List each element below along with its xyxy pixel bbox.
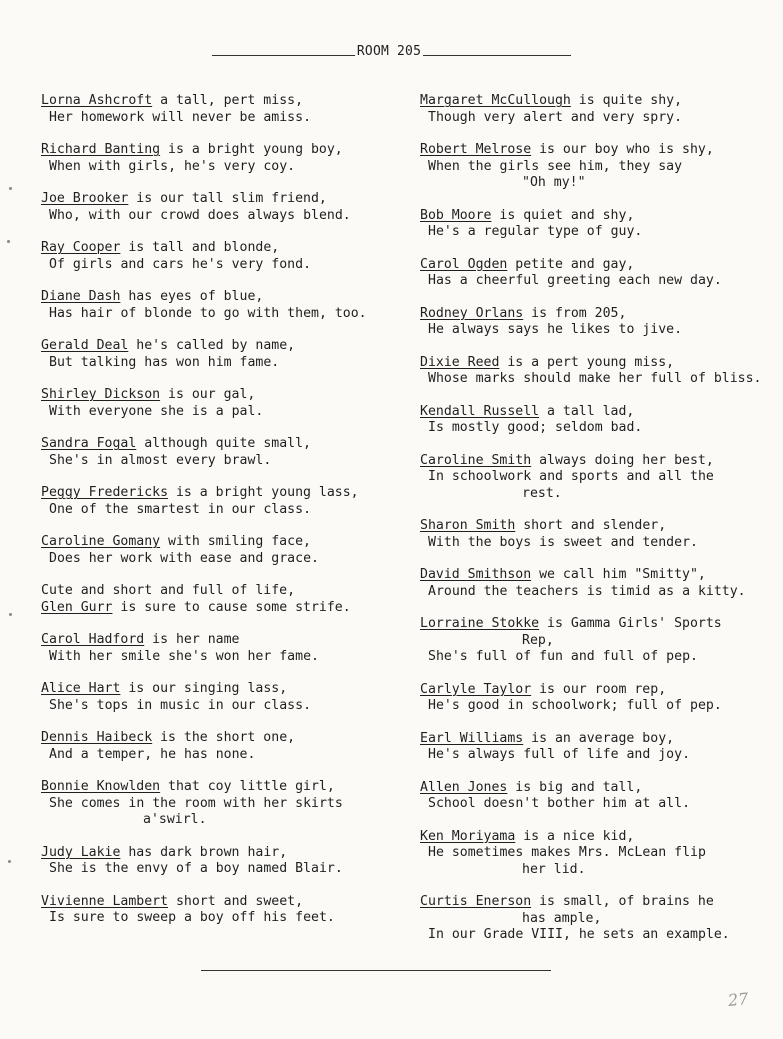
student-name: Gerald Deal <box>41 338 129 353</box>
student-name: Earl Williams <box>420 730 524 746</box>
verse-line <box>420 322 780 339</box>
verse-text: short and sweet, <box>168 893 304 909</box>
verse-line <box>420 404 780 421</box>
verse-text: is a bright young lass, <box>168 485 359 500</box>
student-name: Curtis Enerson <box>420 894 532 909</box>
verse <box>420 731 780 764</box>
verse-text: with smiling face, <box>160 534 311 549</box>
verse-text: has eyes of blue, <box>120 289 264 304</box>
verse-text: has ample, <box>522 910 602 926</box>
verse-line <box>420 780 780 797</box>
verse-text: is a pert young miss, <box>499 354 675 370</box>
verse-text: But talking has won him fame. <box>49 354 280 370</box>
verse <box>41 681 391 714</box>
verse-line <box>420 371 780 388</box>
student-name: Lorna Ashcroft <box>41 93 153 108</box>
verse-text: One of the smartest in our class. <box>49 501 312 517</box>
verse-line <box>420 175 780 192</box>
verse-line <box>420 518 780 535</box>
verse <box>420 208 780 241</box>
verse <box>41 583 391 616</box>
verse-text: She is the envy of a boy named Blair. <box>49 861 343 876</box>
verse-text: is from 205, <box>523 305 627 321</box>
student-name: Ken Moriyama <box>420 828 516 844</box>
verse-text: a tall lad, <box>539 403 635 419</box>
header-row <box>0 44 783 60</box>
verse <box>41 93 391 126</box>
student-name: Robert Melrose <box>420 142 532 157</box>
verse-line <box>420 159 780 176</box>
verse-line <box>420 486 780 503</box>
title-rule-left <box>212 55 355 56</box>
verse-text: He's always full of life and joy. <box>428 747 691 762</box>
verse-text: is quite shy, <box>570 93 683 108</box>
student-name: Sandra Fogal <box>41 436 137 451</box>
verse-text: Of girls and cars he's very fond. <box>49 256 312 272</box>
verse-text: is Gamma Girls' Sports <box>539 616 722 631</box>
verse-text: She comes in the room with her skirts <box>49 795 343 811</box>
left-column <box>41 93 391 943</box>
verse-line <box>41 387 391 404</box>
verse <box>420 355 780 388</box>
verse <box>420 518 780 551</box>
verse-line <box>41 110 391 127</box>
verse <box>420 894 780 944</box>
verse-line <box>41 338 391 355</box>
verse <box>420 829 780 879</box>
verse-line <box>41 355 391 372</box>
student-name: Carlyle Taylor <box>420 681 532 697</box>
verse-text: is our gal, <box>160 387 256 402</box>
verse <box>41 845 391 878</box>
verse <box>41 191 391 224</box>
verse-line <box>420 567 780 584</box>
verse <box>420 93 780 126</box>
verse-text: her lid. <box>522 861 586 877</box>
verse <box>41 632 391 665</box>
verse-text: With everyone she is a pal. <box>49 403 264 419</box>
verse-text: Has hair of blonde to go with them, too. <box>49 305 367 321</box>
title-rule-right <box>423 55 571 56</box>
margin-speck <box>9 613 12 616</box>
verse-line <box>41 453 391 470</box>
verse-line <box>41 502 391 519</box>
verse-line <box>41 93 391 110</box>
verse-text: is our tall slim friend, <box>128 191 327 206</box>
verse-line <box>41 812 391 829</box>
verse-line <box>420 257 780 274</box>
verse-line <box>41 730 391 747</box>
bottom-rule <box>201 970 551 971</box>
verse <box>41 485 391 518</box>
student-name: Diane Dash <box>41 289 121 304</box>
verse-line <box>420 911 780 928</box>
verse-text: Though very alert and very spry. <box>428 109 683 125</box>
verse-text: is our room rep, <box>531 681 667 697</box>
verse-line <box>420 208 780 225</box>
verse <box>420 142 780 192</box>
verse-line <box>41 583 391 600</box>
verse <box>420 616 780 666</box>
verse-text: although quite small, <box>136 436 311 451</box>
student-name: Carol Ogden <box>420 256 508 272</box>
verse-line <box>41 698 391 715</box>
verse-text: He's a regular type of guy. <box>428 224 643 239</box>
verse-text: is our boy who is shy, <box>531 142 714 157</box>
verse-line <box>420 110 780 127</box>
verse-line <box>41 191 391 208</box>
verse-line <box>41 436 391 453</box>
verse-line <box>41 632 391 649</box>
verse-line <box>420 355 780 372</box>
verse <box>420 404 780 437</box>
verse-text: short and slender, <box>515 518 667 533</box>
student-name: Allen Jones <box>420 779 508 795</box>
verse-line <box>41 142 391 159</box>
verse-text: is her name <box>144 632 240 647</box>
verse-line <box>41 861 391 878</box>
verse-line <box>420 829 780 846</box>
verse-text: "Oh my!" <box>522 175 586 190</box>
verse-line <box>420 306 780 323</box>
verse-text: is small, of brains he <box>531 894 714 909</box>
verse-text: is the short one, <box>152 730 296 745</box>
verse-text: is sure to cause some strife. <box>112 599 351 615</box>
verse-text: She's in almost every brawl. <box>49 452 272 468</box>
verse <box>420 780 780 813</box>
margin-speck <box>9 187 12 190</box>
verse-text: And a temper, he has none. <box>49 746 256 762</box>
verse <box>41 436 391 469</box>
verse-line <box>420 894 780 911</box>
margin-speck <box>8 860 11 863</box>
verse-line <box>420 747 780 764</box>
verse-text: He always says he likes to jive. <box>428 322 683 337</box>
verse-text: He sometimes makes Mrs. McLean flip <box>428 845 706 860</box>
verse-line <box>420 682 780 699</box>
verse-text: In our Grade VIII, he sets an example. <box>428 927 730 942</box>
verse-line <box>420 862 780 879</box>
verse-line <box>41 796 391 813</box>
verse-text: Is sure to sweep a boy off his feet. <box>49 910 335 925</box>
student-name: Sharon Smith <box>420 518 516 533</box>
verse-line <box>41 910 391 927</box>
student-name: Kendall Russell <box>420 403 540 419</box>
verse-line <box>420 616 780 633</box>
verse-text: Has a cheerful greeting each new day. <box>428 273 722 288</box>
verse <box>420 567 780 600</box>
verse-text: that coy little girl, <box>160 779 335 794</box>
page-title: ROOM 205 <box>356 44 422 59</box>
student-name: Vivienne Lambert <box>41 893 169 909</box>
student-name: Bonnie Knowlden <box>41 779 161 794</box>
verse-text: Rep, <box>522 632 554 648</box>
student-name: Bob Moore <box>420 207 492 223</box>
student-name: Lorraine Stokke <box>420 616 540 631</box>
verse-line <box>420 469 780 486</box>
verse-line <box>420 633 780 650</box>
verse <box>420 453 780 503</box>
verse <box>41 894 391 927</box>
verse <box>41 534 391 567</box>
student-name: Caroline Smith <box>420 452 532 468</box>
verse-line <box>420 584 780 601</box>
verse-text: is big and tall, <box>507 779 643 795</box>
verse-text: we call him "Smitty", <box>531 567 706 582</box>
verse-text: is tall and blonde, <box>120 240 280 255</box>
student-name: Ray Cooper <box>41 240 121 255</box>
verse <box>420 682 780 715</box>
verse-text: is our singing lass, <box>120 681 288 696</box>
verse-text: Cute and short and full of life, <box>41 583 296 598</box>
student-name: Rodney Orlans <box>420 305 524 321</box>
verse <box>41 730 391 763</box>
verse-line <box>41 894 391 911</box>
verse-line <box>41 257 391 274</box>
student-name: Glen Gurr <box>41 599 113 615</box>
verse-line <box>41 779 391 796</box>
verse-text: has dark brown hair, <box>120 844 288 860</box>
verse-line <box>41 681 391 698</box>
verse-text: She's tops in music in our class. <box>49 697 312 713</box>
verse-text: With the boys is sweet and tender. <box>428 534 698 550</box>
verse <box>41 338 391 371</box>
verse-line <box>41 534 391 551</box>
verse-line <box>420 420 780 437</box>
verse-text: is a nice kid, <box>515 828 635 844</box>
verse-line <box>41 551 391 568</box>
verse <box>420 306 780 339</box>
student-name: Peggy Fredericks <box>41 485 169 500</box>
verse-text: is an average boy, <box>523 730 675 746</box>
verse-text: When the girls see him, they say <box>428 158 683 174</box>
verse-line <box>41 306 391 323</box>
verse <box>41 289 391 322</box>
verse-line <box>41 485 391 502</box>
verse-text: petite and gay, <box>507 256 635 272</box>
student-name: Dixie Reed <box>420 354 500 370</box>
margin-speck <box>7 240 10 243</box>
verse-text: School doesn't bother him at all. <box>428 796 691 811</box>
verse-text: he's called by name, <box>128 338 296 353</box>
verse-text: Does her work with ease and grace. <box>49 550 319 566</box>
verse-line <box>420 453 780 470</box>
right-column <box>420 93 780 960</box>
student-name: Dennis Haibeck <box>41 730 153 745</box>
page-number: 27 <box>727 988 750 1011</box>
verse-line <box>420 93 780 110</box>
verse-line <box>420 535 780 552</box>
verse-text: Who, with our crowd does always blend. <box>49 207 351 223</box>
verse-text: always doing her best, <box>531 452 714 468</box>
student-name: Joe Brooker <box>41 191 129 206</box>
verse <box>420 257 780 290</box>
verse-line <box>41 404 391 421</box>
student-name: Richard Banting <box>41 142 161 157</box>
verse-text: When with girls, he's very coy. <box>49 158 296 174</box>
verse-line <box>41 159 391 176</box>
verse-line <box>41 845 391 862</box>
verse <box>41 387 391 420</box>
verse <box>41 240 391 273</box>
verse-text: Is mostly good; seldom bad. <box>428 420 643 435</box>
student-name: Shirley Dickson <box>41 387 161 402</box>
verse-text: He's good in schoolwork; full of pep. <box>428 698 722 713</box>
verse-text: a tall, pert miss, <box>152 93 304 108</box>
verse-line <box>41 747 391 764</box>
verse-text: With her smile she's won her fame. <box>49 648 319 664</box>
verse-text: Whose marks should make her full of bliss. <box>428 371 762 386</box>
student-name: Margaret McCullough <box>420 93 571 108</box>
student-name: Judy Lakie <box>41 844 121 860</box>
verse-line <box>41 240 391 257</box>
verse-text: Around the teachers is timid as a kitty. <box>428 583 746 599</box>
verse-line <box>420 796 780 813</box>
verse-text: is a bright young boy, <box>160 142 343 157</box>
verse-line <box>420 273 780 290</box>
student-name: Alice Hart <box>41 681 121 696</box>
verse-line <box>41 208 391 225</box>
verse-line <box>41 649 391 666</box>
verse <box>41 779 391 829</box>
verse-line <box>420 224 780 241</box>
verse-line <box>41 600 391 617</box>
verse-line <box>420 142 780 159</box>
verse-text: a'swirl. <box>143 812 207 827</box>
verse-text: is quiet and shy, <box>491 207 635 223</box>
student-name: Carol Hadford <box>41 632 145 647</box>
verse-line <box>420 927 780 944</box>
student-name: David Smithson <box>420 567 532 582</box>
verse-line <box>420 698 780 715</box>
verse <box>41 142 391 175</box>
student-name: Caroline Gomany <box>41 534 161 549</box>
verse-line <box>41 289 391 306</box>
verse-text: In schoolwork and sports and all the <box>428 469 714 484</box>
verse-text: Her homework will never be amiss. <box>49 109 312 125</box>
verse-line <box>420 649 780 666</box>
verse-text: She's full of fun and full of pep. <box>428 649 698 664</box>
verse-text: rest. <box>522 485 562 501</box>
verse-line <box>420 845 780 862</box>
verse-line <box>420 731 780 748</box>
